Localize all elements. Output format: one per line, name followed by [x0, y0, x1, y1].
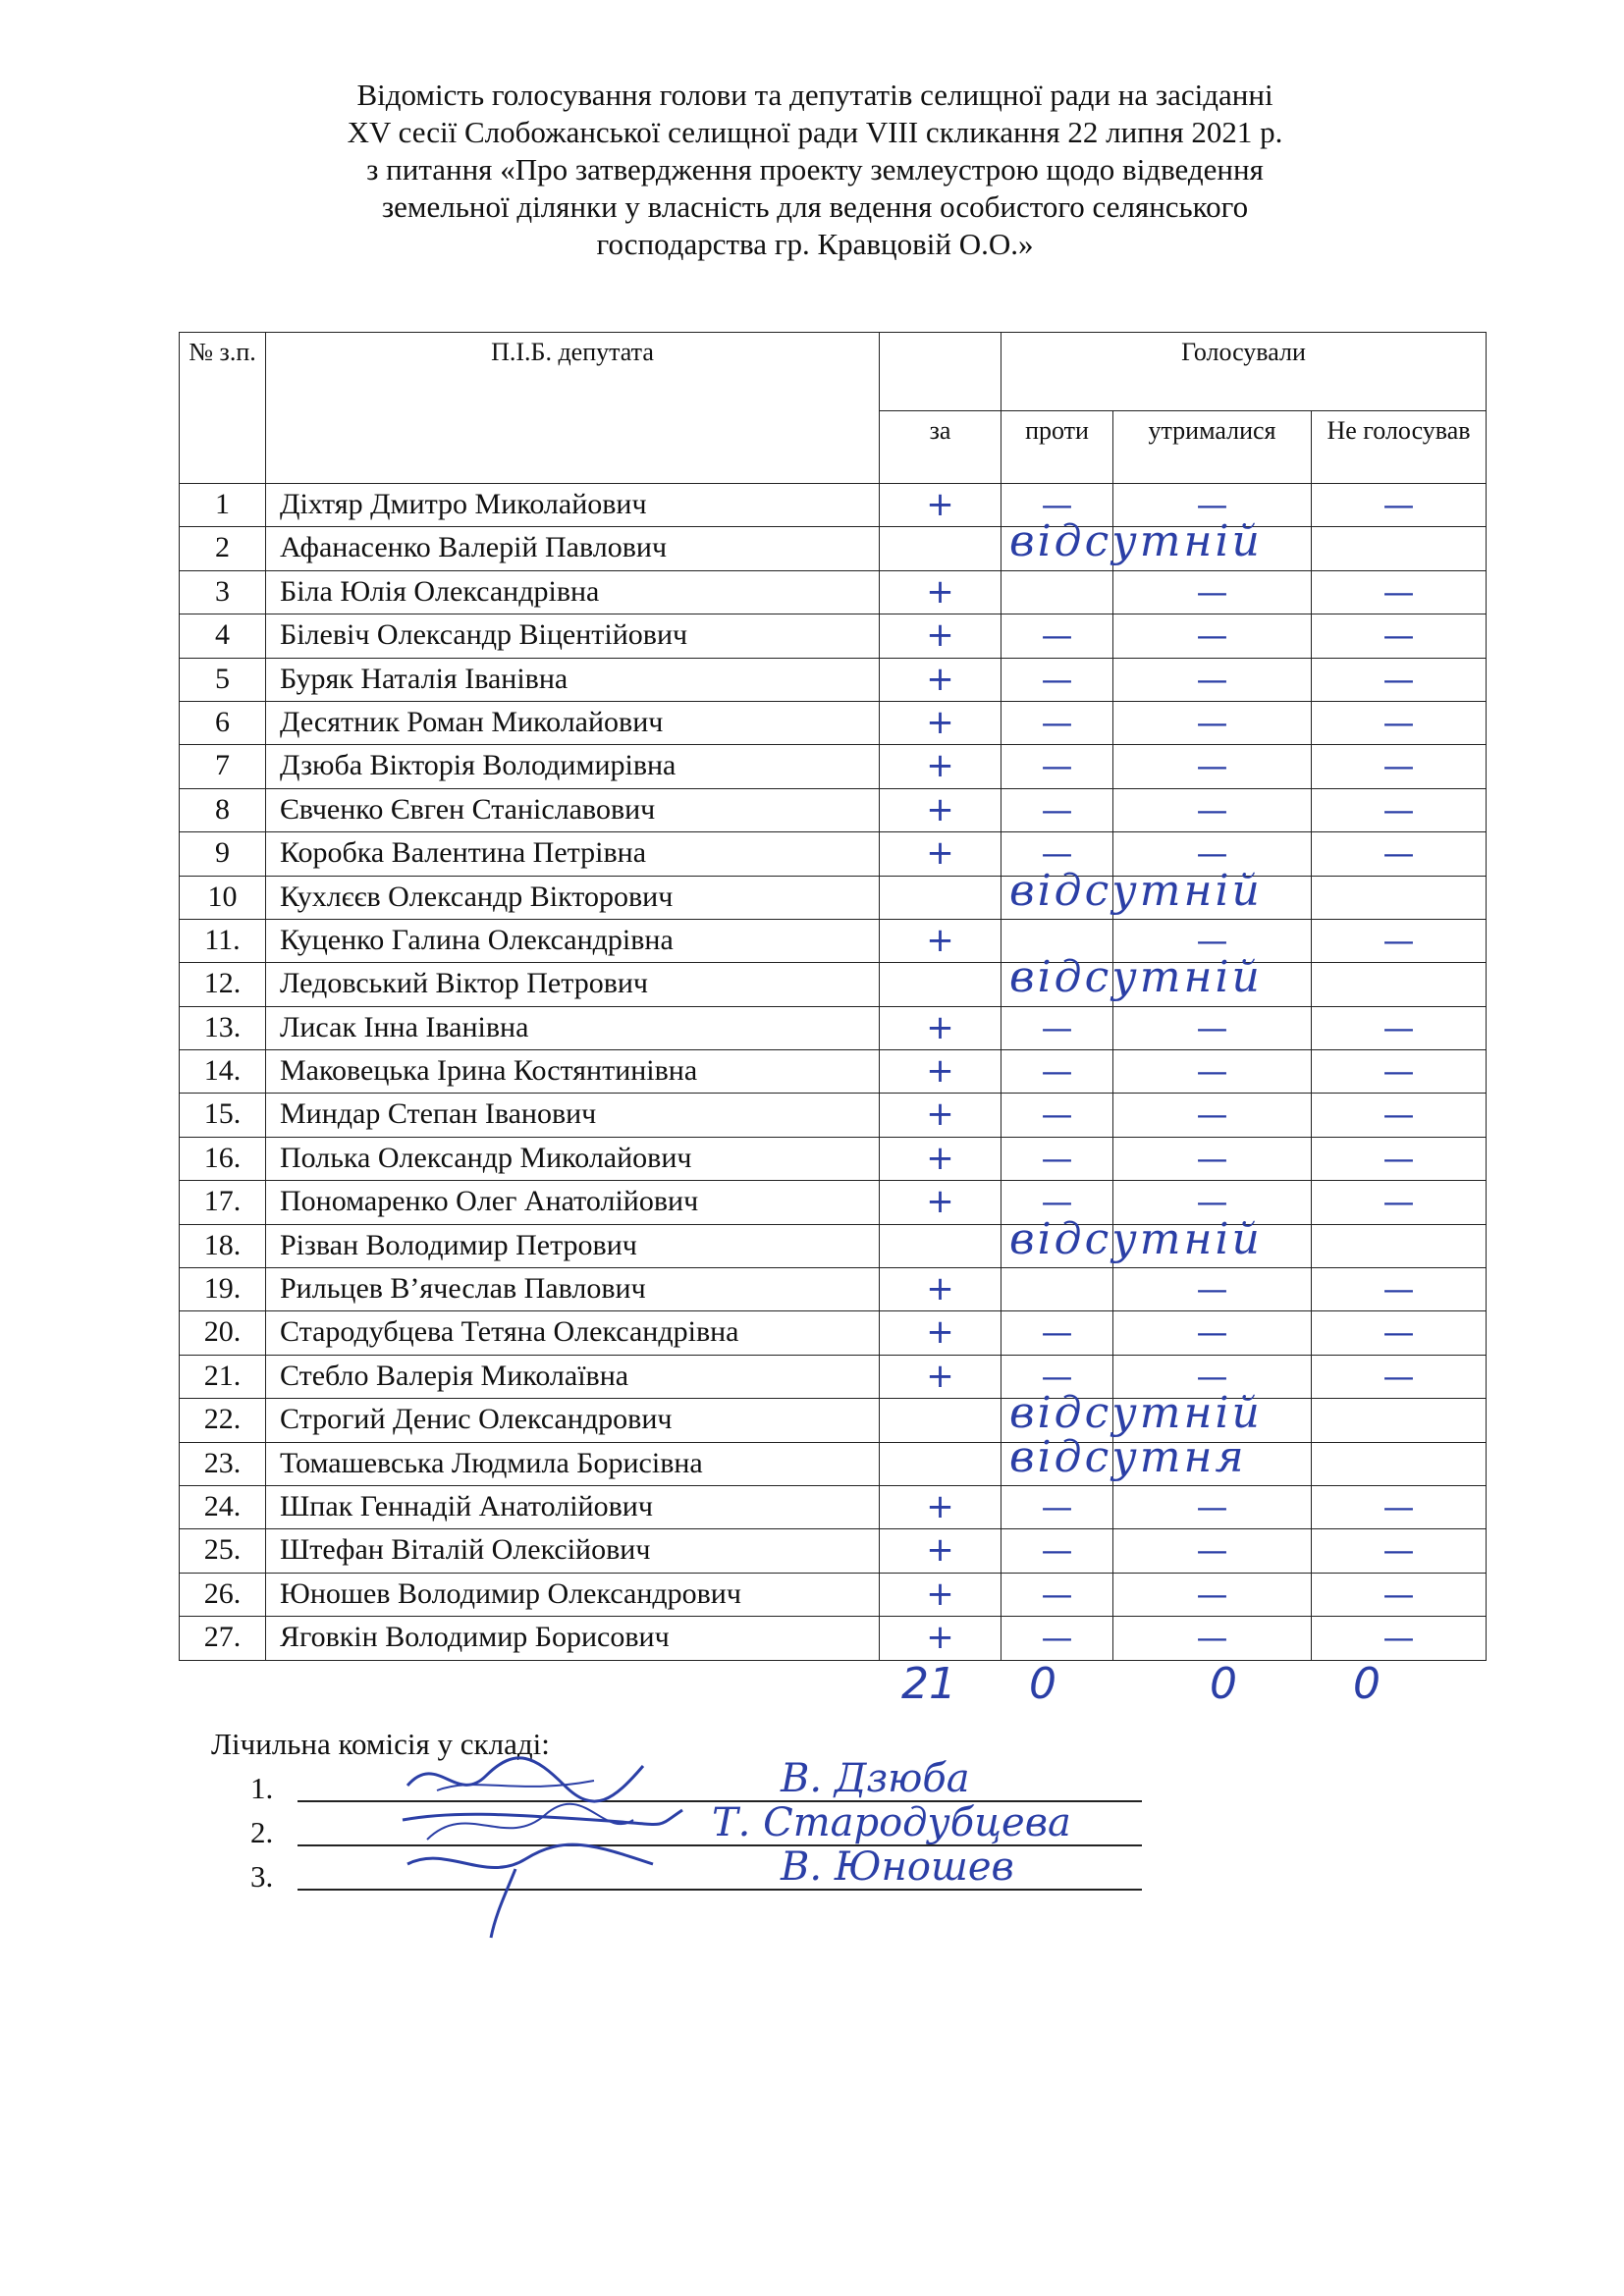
- vote-dash-mark: —: [1382, 921, 1415, 959]
- row-number: 14.: [180, 1050, 266, 1094]
- table-row: [180, 1224, 1487, 1267]
- vote-dash-mark: —: [1196, 747, 1228, 785]
- absent-mark: відсутній: [1009, 516, 1263, 567]
- row-number: 15.: [180, 1094, 266, 1137]
- table-row: [180, 919, 1487, 962]
- commission-member-3: [250, 1844, 1134, 1896]
- vote-cell-proty: [1001, 1213, 1263, 1267]
- row-number: 12.: [180, 963, 266, 1006]
- voting-table: [179, 332, 1487, 1661]
- vote-dash-mark: —: [1382, 486, 1415, 523]
- vote-cell-za: [880, 1485, 1001, 1528]
- vote-cell-utr: [1113, 614, 1312, 658]
- row-number: 16.: [180, 1137, 266, 1180]
- vote-cell-utr: [1113, 745, 1312, 788]
- vote-cell-ne: [1312, 658, 1487, 701]
- row-number: 27.: [180, 1617, 266, 1660]
- vote-dash-mark: —: [1382, 1139, 1415, 1177]
- vote-plus-mark: +: [926, 1312, 954, 1353]
- deputy-name: Білевіч Олександр Віцентійович: [266, 614, 880, 658]
- header-num: [180, 333, 266, 484]
- row-number: 25.: [180, 1529, 266, 1573]
- table-row: [180, 1442, 1487, 1485]
- vote-cell-ne: [1312, 919, 1487, 962]
- vote-cell-proty: [1001, 1094, 1113, 1137]
- signature-name: В. Дзюба: [781, 1756, 970, 1801]
- vote-plus-mark: +: [926, 1007, 954, 1047]
- vote-cell-za: [880, 1442, 1001, 1485]
- vote-cell-ne: [1312, 1181, 1487, 1224]
- deputy-name: Полька Олександр Миколайович: [266, 1137, 880, 1180]
- vote-cell-za: [880, 876, 1001, 919]
- vote-dash-mark: —: [1382, 1531, 1415, 1570]
- vote-dash-mark: —: [1382, 747, 1415, 785]
- row-number: 22.: [180, 1399, 266, 1442]
- table-row: [180, 1311, 1487, 1355]
- vote-cell-proty: [1001, 516, 1263, 570]
- table-row: [180, 614, 1487, 658]
- deputy-name: Миндар Степан Іванович: [266, 1094, 880, 1137]
- vote-cell-ne: [1312, 1311, 1487, 1355]
- vote-cell-za: [880, 1573, 1001, 1616]
- vote-cell-ne: [1312, 1094, 1487, 1137]
- row-number: 2: [180, 527, 266, 570]
- vote-cell-ne: [1312, 963, 1487, 1006]
- row-number: 5: [180, 658, 266, 701]
- absent-mark: відсутній: [1009, 952, 1263, 1003]
- table-row: [180, 963, 1487, 1006]
- vote-dash-mark: —: [1041, 1183, 1073, 1221]
- vote-cell-utr: [1113, 788, 1312, 831]
- table-row: [180, 1355, 1487, 1398]
- voting-table-body: [180, 484, 1487, 1661]
- document-title: [157, 77, 1473, 263]
- deputy-name: Томашевська Людмила Борисівна: [266, 1442, 880, 1485]
- vote-cell-proty: [1001, 1431, 1247, 1485]
- vote-cell-proty: [1001, 952, 1263, 1006]
- deputy-name: Ледовський Віктор Петрович: [266, 963, 880, 1006]
- vote-cell-utr: [1113, 876, 1312, 919]
- vote-dash-mark: —: [1196, 1052, 1228, 1091]
- vote-plus-mark: +: [926, 702, 954, 742]
- vote-cell-utr: [1113, 1137, 1312, 1180]
- vote-dash-mark: —: [1382, 572, 1415, 611]
- vote-dash-mark: —: [1041, 1095, 1073, 1134]
- table-row: [180, 1573, 1487, 1616]
- vote-cell-za: [880, 1529, 1001, 1573]
- title-line-3: з питання «Про затвердження проекту землеустрою щодо відведення: [366, 152, 1264, 187]
- vote-dash-mark: —: [1382, 1619, 1415, 1657]
- vote-cell-ne: [1312, 832, 1487, 876]
- vote-cell-proty: [1001, 1529, 1113, 1573]
- vote-cell-za: [880, 1355, 1001, 1398]
- vote-cell-ne: [1312, 1006, 1487, 1049]
- vote-dash-mark: —: [1041, 1487, 1073, 1525]
- totals-row: [0, 1659, 1624, 1718]
- vote-dash-mark: —: [1196, 1575, 1228, 1613]
- vote-cell-ne: [1312, 1355, 1487, 1398]
- vote-dash-mark: —: [1196, 1008, 1228, 1046]
- table-row: [180, 1137, 1487, 1180]
- deputy-name: Куценко Галина Олександрівна: [266, 919, 880, 962]
- deputy-name: Рильцев В’ячеслав Павлович: [266, 1268, 880, 1311]
- deputy-name: Яговкін Володимир Борисович: [266, 1617, 880, 1660]
- vote-dash-mark: —: [1196, 921, 1228, 959]
- vote-plus-mark: +: [926, 659, 954, 699]
- vote-cell-utr: [1113, 1094, 1312, 1137]
- vote-dash-mark: —: [1382, 1575, 1415, 1613]
- deputy-name: Різван Володимир Петрович: [266, 1224, 880, 1267]
- vote-plus-mark: +: [926, 1182, 954, 1222]
- vote-plus-mark: +: [926, 485, 954, 524]
- vote-cell-za: [880, 1224, 1001, 1267]
- table-row: [180, 1529, 1487, 1573]
- table-row: [180, 788, 1487, 831]
- vote-dash-mark: —: [1382, 1052, 1415, 1091]
- vote-cell-proty: [1001, 1311, 1113, 1355]
- vote-cell-ne: [1312, 614, 1487, 658]
- vote-dash-mark: —: [1382, 1095, 1415, 1134]
- total-utr: 0: [1210, 1659, 1237, 1709]
- row-number: 7: [180, 745, 266, 788]
- vote-plus-mark: +: [926, 789, 954, 829]
- header-proty: проти: [1001, 411, 1113, 484]
- vote-dash-mark: —: [1041, 1008, 1073, 1046]
- signature-name: Т. Стародубцева: [712, 1800, 1071, 1845]
- vote-cell-proty: [1001, 614, 1113, 658]
- row-number: 11.: [180, 919, 266, 962]
- vote-cell-za: [880, 1311, 1001, 1355]
- vote-cell-za: [880, 1094, 1001, 1137]
- vote-cell-utr: [1113, 1006, 1312, 1049]
- vote-cell-za: [880, 1399, 1001, 1442]
- header-name: [266, 333, 880, 484]
- deputy-name: Стародубцева Тетяна Олександрівна: [266, 1311, 880, 1355]
- vote-plus-mark: +: [926, 920, 954, 960]
- header-utrymalys: утрималися: [1113, 411, 1312, 484]
- vote-dash-mark: —: [1382, 660, 1415, 698]
- vote-cell-ne: [1312, 1050, 1487, 1094]
- row-number: 21.: [180, 1355, 266, 1398]
- row-number: 18.: [180, 1224, 266, 1267]
- vote-cell-utr: [1113, 1529, 1312, 1573]
- vote-cell-za: [880, 1006, 1001, 1049]
- vote-dash-mark: —: [1041, 616, 1073, 655]
- vote-cell-za: [880, 1268, 1001, 1311]
- table-row: [180, 1006, 1487, 1049]
- vote-plus-mark: +: [926, 1095, 954, 1135]
- vote-plus-mark: +: [926, 746, 954, 786]
- vote-cell-ne: [1312, 1137, 1487, 1180]
- vote-cell-za: [880, 570, 1001, 614]
- vote-cell-proty: [1001, 701, 1113, 744]
- vote-plus-mark: +: [926, 571, 954, 612]
- row-number: 20.: [180, 1311, 266, 1355]
- vote-plus-mark: +: [926, 833, 954, 874]
- vote-dash-mark: —: [1196, 486, 1228, 523]
- vote-plus-mark: +: [926, 1138, 954, 1178]
- vote-cell-proty: [1001, 658, 1113, 701]
- deputy-name: Буряк Наталія Іванівна: [266, 658, 880, 701]
- vote-cell-utr: [1113, 701, 1312, 744]
- deputy-name: Юношев Володимир Олександрович: [266, 1573, 880, 1616]
- deputy-name: Лисак Інна Іванівна: [266, 1006, 880, 1049]
- row-number: 24.: [180, 1485, 266, 1528]
- vote-cell-utr: [1113, 1573, 1312, 1616]
- vote-dash-mark: —: [1041, 1531, 1073, 1570]
- deputy-name: Стебло Валерія Миколаївна: [266, 1355, 880, 1398]
- vote-cell-utr: [1113, 1617, 1312, 1660]
- vote-cell-ne: [1312, 788, 1487, 831]
- row-number: 19.: [180, 1268, 266, 1311]
- vote-dash-mark: —: [1196, 790, 1228, 828]
- vote-plus-mark: +: [926, 615, 954, 656]
- vote-cell-za: [880, 1050, 1001, 1094]
- vote-cell-utr: [1113, 1268, 1312, 1311]
- vote-cell-ne: [1312, 876, 1487, 919]
- vote-cell-utr: [1113, 527, 1312, 570]
- vote-dash-mark: —: [1382, 1357, 1415, 1395]
- table-row: [180, 832, 1487, 876]
- deputy-name: Маковецька Ірина Костянтинівна: [266, 1050, 880, 1094]
- vote-cell-proty: [1001, 1617, 1113, 1660]
- table-row: [180, 1485, 1487, 1528]
- table-row: [180, 1617, 1487, 1660]
- vote-cell-utr: [1113, 570, 1312, 614]
- table-row: [180, 701, 1487, 744]
- deputy-name: Дзюба Вікторія Володимирівна: [266, 745, 880, 788]
- vote-cell-proty: [1001, 788, 1113, 831]
- vote-cell-ne: [1312, 745, 1487, 788]
- table-row: [180, 570, 1487, 614]
- vote-dash-mark: —: [1041, 486, 1073, 523]
- row-number: 8: [180, 788, 266, 831]
- vote-cell-za: [880, 1617, 1001, 1660]
- vote-dash-mark: —: [1041, 1619, 1073, 1657]
- vote-dash-mark: —: [1196, 1313, 1228, 1352]
- deputy-name: Діхтяр Дмитро Миколайович: [266, 484, 880, 527]
- header-empty: [880, 333, 1001, 411]
- deputy-name: Євченко Євген Станіславович: [266, 788, 880, 831]
- total-za: 21: [901, 1659, 956, 1709]
- row-number: 9: [180, 832, 266, 876]
- vote-dash-mark: —: [1196, 572, 1228, 611]
- vote-dash-mark: —: [1196, 616, 1228, 655]
- vote-cell-proty: [1001, 1137, 1113, 1180]
- vote-dash-mark: —: [1382, 616, 1415, 655]
- title-line-2: XV сесії Слобожанської селищної ради VIII скликання 22 липня 2021 р.: [347, 115, 1283, 149]
- vote-dash-mark: —: [1196, 660, 1228, 698]
- vote-dash-mark: —: [1041, 747, 1073, 785]
- row-number: 10: [180, 876, 266, 919]
- table-row: [180, 1050, 1487, 1094]
- deputy-name: Кухлєєв Олександр Вікторович: [266, 876, 880, 919]
- vote-cell-ne: [1312, 1617, 1487, 1660]
- vote-dash-mark: —: [1041, 660, 1073, 698]
- deputy-name: Строгий Денис Олександрович: [266, 1399, 880, 1442]
- vote-dash-mark: —: [1382, 1008, 1415, 1046]
- vote-cell-proty: [1001, 1573, 1113, 1616]
- vote-cell-za: [880, 745, 1001, 788]
- vote-cell-ne: [1312, 1268, 1487, 1311]
- vote-cell-ne: [1312, 1224, 1487, 1267]
- row-number: 4: [180, 614, 266, 658]
- vote-dash-mark: —: [1041, 1052, 1073, 1091]
- deputy-name: Біла Юлія Олександрівна: [266, 570, 880, 614]
- absent-mark: відсутня: [1009, 1431, 1247, 1482]
- row-number: 23.: [180, 1442, 266, 1485]
- header-num-label: № з.п.: [189, 338, 256, 366]
- vote-cell-za: [880, 1181, 1001, 1224]
- vote-cell-za: [880, 832, 1001, 876]
- vote-cell-proty: [1001, 1268, 1113, 1311]
- header-za: за: [880, 411, 1001, 484]
- vote-cell-utr: [1113, 1050, 1312, 1094]
- vote-cell-ne: [1312, 1529, 1487, 1573]
- vote-cell-ne: [1312, 1399, 1487, 1442]
- vote-cell-utr: [1113, 1224, 1312, 1267]
- vote-dash-mark: —: [1196, 1357, 1228, 1395]
- vote-cell-utr: [1113, 658, 1312, 701]
- vote-cell-za: [880, 614, 1001, 658]
- vote-cell-za: [880, 658, 1001, 701]
- deputy-name: Штефан Віталій Олексійович: [266, 1529, 880, 1573]
- deputy-name: Афанасенко Валерій Павлович: [266, 527, 880, 570]
- vote-cell-proty: [1001, 1006, 1113, 1049]
- deputy-name: Пономаренко Олег Анатолійович: [266, 1181, 880, 1224]
- title-line-4: земельної ділянки у власність для ведення особистого селянського: [381, 189, 1249, 224]
- commission-label: Лічильна комісія у складі:: [211, 1727, 550, 1761]
- vote-dash-mark: —: [1196, 1619, 1228, 1657]
- table-row: [180, 527, 1487, 570]
- table-row: [180, 1094, 1487, 1137]
- vote-cell-za: [880, 919, 1001, 962]
- vote-cell-ne: [1312, 570, 1487, 614]
- row-number: 13.: [180, 1006, 266, 1049]
- vote-dash-mark: —: [1196, 1183, 1228, 1221]
- vote-dash-mark: —: [1196, 1270, 1228, 1308]
- vote-dash-mark: —: [1196, 1139, 1228, 1177]
- title-line-1: Відомість голосування голови та депутатів селищної ради на засіданні: [356, 78, 1273, 112]
- vote-cell-utr: [1113, 1442, 1312, 1485]
- vote-dash-mark: —: [1382, 703, 1415, 741]
- vote-plus-mark: +: [926, 1269, 954, 1309]
- vote-cell-utr: [1113, 1311, 1312, 1355]
- header-name-label: П.І.Б. депутата: [491, 338, 654, 366]
- vote-cell-za: [880, 788, 1001, 831]
- vote-cell-za: [880, 484, 1001, 527]
- header-voted-label: Голосували: [1181, 338, 1306, 366]
- signature-scribble: [398, 1835, 673, 1943]
- vote-plus-mark: +: [926, 1051, 954, 1092]
- table-row: [180, 745, 1487, 788]
- table-row: [180, 1268, 1487, 1311]
- vote-cell-proty: [1001, 745, 1113, 788]
- header-ne-holosuvav: Не голосував: [1312, 411, 1487, 484]
- table-row: [180, 876, 1487, 919]
- table-row: [180, 1181, 1487, 1224]
- row-number: 6: [180, 701, 266, 744]
- vote-dash-mark: —: [1196, 1531, 1228, 1570]
- table-row: [180, 658, 1487, 701]
- vote-dash-mark: —: [1041, 1139, 1073, 1177]
- table-row: [180, 484, 1487, 527]
- absent-mark: відсутній: [1009, 1388, 1263, 1439]
- title-line-5: господарства гр. Кравцовій О.О.»: [596, 227, 1034, 261]
- vote-cell-ne: [1312, 527, 1487, 570]
- total-proty: 0: [1029, 1659, 1056, 1709]
- total-ne: 0: [1353, 1659, 1380, 1709]
- vote-dash-mark: —: [1382, 1270, 1415, 1308]
- vote-dash-mark: —: [1041, 1313, 1073, 1352]
- row-number: 3: [180, 570, 266, 614]
- vote-dash-mark: —: [1041, 1357, 1073, 1395]
- vote-cell-utr: [1113, 963, 1312, 1006]
- member-num: 3.: [250, 1859, 274, 1894]
- vote-cell-za: [880, 527, 1001, 570]
- signature-name: В. Юношев: [781, 1844, 1014, 1890]
- vote-cell-proty: [1001, 1050, 1113, 1094]
- vote-dash-mark: —: [1041, 703, 1073, 741]
- vote-cell-ne: [1312, 1485, 1487, 1528]
- vote-dash-mark: —: [1382, 1487, 1415, 1525]
- vote-cell-proty: [1001, 1485, 1113, 1528]
- deputy-name: Коробка Валентина Петрівна: [266, 832, 880, 876]
- vote-plus-mark: +: [926, 1530, 954, 1571]
- vote-dash-mark: —: [1041, 1575, 1073, 1613]
- member-num: 1.: [250, 1771, 274, 1805]
- vote-plus-mark: +: [926, 1486, 954, 1526]
- header-voted: [1001, 333, 1487, 411]
- row-number: 17.: [180, 1181, 266, 1224]
- vote-dash-mark: —: [1196, 1487, 1228, 1525]
- vote-dash-mark: —: [1196, 703, 1228, 741]
- vote-plus-mark: +: [926, 1618, 954, 1658]
- vote-cell-za: [880, 963, 1001, 1006]
- vote-cell-utr: [1113, 1485, 1312, 1528]
- row-number: 26.: [180, 1573, 266, 1616]
- vote-cell-ne: [1312, 1442, 1487, 1485]
- vote-plus-mark: +: [926, 1356, 954, 1396]
- vote-cell-za: [880, 701, 1001, 744]
- vote-plus-mark: +: [926, 1574, 954, 1614]
- vote-cell-za: [880, 1137, 1001, 1180]
- vote-cell-ne: [1312, 1573, 1487, 1616]
- vote-dash-mark: —: [1041, 834, 1073, 873]
- vote-cell-proty: [1001, 570, 1113, 614]
- absent-mark: відсутній: [1009, 865, 1263, 916]
- deputy-name: Десятник Роман Миколайович: [266, 701, 880, 744]
- member-num: 2.: [250, 1815, 274, 1849]
- vote-cell-ne: [1312, 484, 1487, 527]
- vote-cell-proty: [1001, 865, 1263, 919]
- vote-dash-mark: —: [1382, 1183, 1415, 1221]
- vote-dash-mark: —: [1382, 790, 1415, 828]
- row-number: 1: [180, 484, 266, 527]
- vote-dash-mark: —: [1041, 790, 1073, 828]
- vote-dash-mark: —: [1382, 1313, 1415, 1352]
- vote-dash-mark: —: [1196, 1095, 1228, 1134]
- vote-cell-ne: [1312, 701, 1487, 744]
- table-row: [180, 1399, 1487, 1442]
- vote-dash-mark: —: [1196, 834, 1228, 873]
- vote-dash-mark: —: [1382, 834, 1415, 873]
- absent-mark: відсутній: [1009, 1213, 1263, 1264]
- deputy-name: Шпак Геннадій Анатолійович: [266, 1485, 880, 1528]
